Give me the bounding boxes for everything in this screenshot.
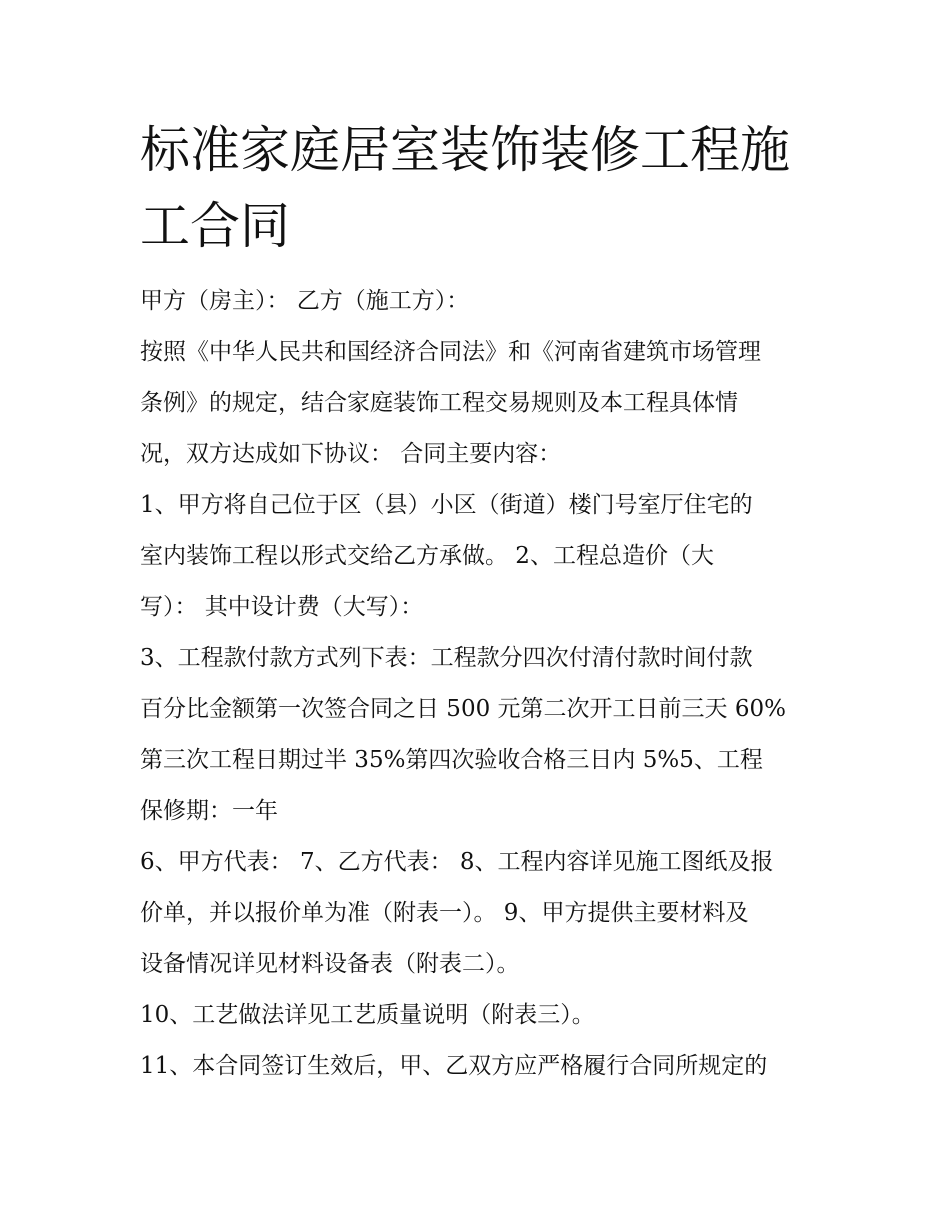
- clause-1-line: 1、甲方将自己位于区（县）小区（街道）楼门号室厅住宅的: [140, 492, 753, 518]
- clause-10-line: 10、工艺做法详见工艺质量说明（附表三）。: [140, 1002, 595, 1028]
- body-line: 保修期：一年: [140, 798, 278, 824]
- body-line: 写）： 其中设计费（大写）：: [140, 594, 424, 620]
- document-title: [140, 112, 820, 264]
- title-line: 标准家庭居室装饰装修工程施: [140, 121, 790, 179]
- title-line: 工合同: [140, 197, 290, 255]
- body-line: 条例》的规定，结合家庭装饰工程交易规则及本工程具体情: [140, 390, 738, 416]
- body-line: 设备情况详见材料设备表（附表二）。: [140, 951, 520, 977]
- body-line: 况，双方达成如下协议： 合同主要内容：: [140, 441, 562, 467]
- contract-body: [140, 276, 820, 1092]
- body-line: 室内装饰工程以形式交给乙方承做。 2、工程总造价（大: [140, 543, 714, 569]
- clause-6-line: 6、甲方代表： 7、乙方代表： 8、工程内容详见施工图纸及报: [140, 849, 774, 875]
- body-line: 价单，并以报价单为准（附表一）。 9、甲方提供主要材料及: [140, 900, 749, 926]
- clause-3-line: 3、工程款付款方式列下表：工程款分四次付清付款时间付款: [140, 645, 753, 671]
- parties-line: 甲方（房主）： 乙方（施工方）：: [140, 288, 470, 314]
- body-line: 按照《中华人民共和国经济合同法》和《河南省建筑市场管理: [140, 339, 761, 365]
- clause-11-line: 11、本合同签订生效后，甲、乙双方应严格履行合同所规定的: [140, 1053, 768, 1079]
- body-line: 第三次工程日期过半 35%第四次验收合格三日内 5%5、工程: [140, 747, 763, 773]
- body-line: 百分比金额第一次签合同之日 500 元第二次开工日前三天 60%: [140, 696, 786, 722]
